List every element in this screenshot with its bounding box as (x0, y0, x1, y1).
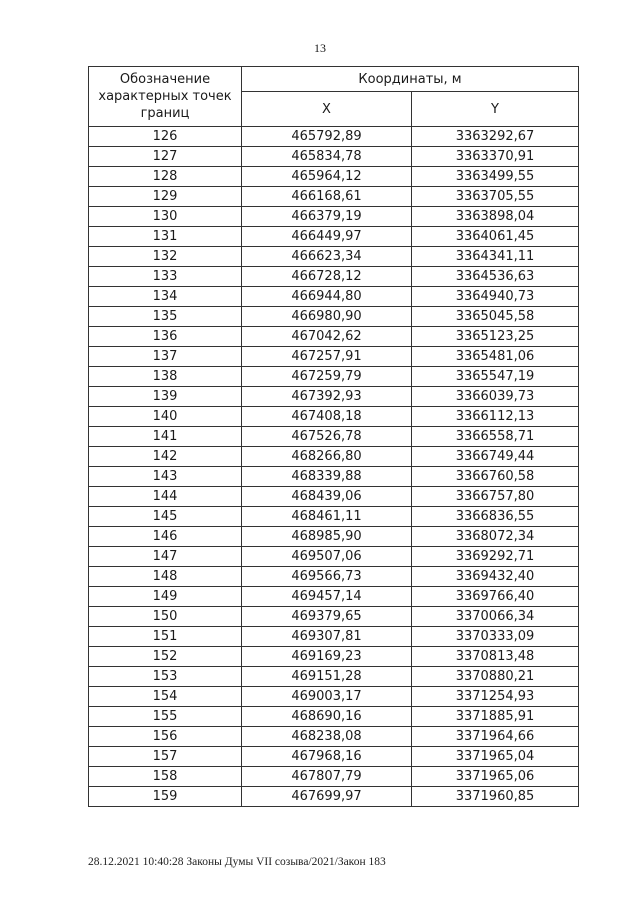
x-coordinate-cell: 465964,12 (242, 167, 412, 187)
table-row (89, 667, 579, 687)
y-coordinate-cell: 3371885,91 (412, 707, 579, 727)
x-coordinate-cell: 466980,90 (242, 307, 412, 327)
table-row (89, 327, 579, 347)
x-coordinate-cell: 466944,80 (242, 287, 412, 307)
page-number: 13 (314, 41, 326, 55)
x-coordinate-cell: 466623,34 (242, 247, 412, 267)
point-number-cell: 139 (89, 387, 242, 407)
table-row (89, 387, 579, 407)
point-number-cell: 127 (89, 147, 242, 167)
x-coordinate-cell: 469003,17 (242, 687, 412, 707)
table-row (89, 167, 579, 187)
x-coordinate-cell: 467257,91 (242, 347, 412, 367)
y-coordinate-cell: 3370813,48 (412, 647, 579, 667)
point-number-cell: 133 (89, 267, 242, 287)
x-coordinate-cell: 469379,65 (242, 607, 412, 627)
y-coordinate-cell: 3363499,55 (412, 167, 579, 187)
y-coordinate-cell: 3369432,40 (412, 567, 579, 587)
x-coordinate-cell: 465834,78 (242, 147, 412, 167)
point-number-cell: 153 (89, 667, 242, 687)
table-row (89, 567, 579, 587)
point-number-cell: 149 (89, 587, 242, 607)
x-coordinate-cell: 469457,14 (242, 587, 412, 607)
table-row (89, 647, 579, 667)
x-coordinate-cell: 467259,79 (242, 367, 412, 387)
x-coordinate-cell: 466379,19 (242, 207, 412, 227)
y-coordinate-cell: 3363370,91 (412, 147, 579, 167)
y-coordinate-cell: 3365123,25 (412, 327, 579, 347)
x-coordinate-cell: 467699,97 (242, 787, 412, 807)
x-coordinate-cell: 467042,62 (242, 327, 412, 347)
table-row (89, 307, 579, 327)
table-row (89, 347, 579, 367)
table-row (89, 247, 579, 267)
point-number-cell: 156 (89, 727, 242, 747)
coordinates-table-wrapper (88, 66, 578, 807)
x-coordinate-cell: 469169,23 (242, 647, 412, 667)
y-coordinate-cell: 3363898,04 (412, 207, 579, 227)
point-number-cell: 136 (89, 327, 242, 347)
header-y: Y (412, 92, 579, 127)
x-coordinate-cell: 466728,12 (242, 267, 412, 287)
x-coordinate-cell: 469566,73 (242, 567, 412, 587)
table-row (89, 627, 579, 647)
table-row (89, 407, 579, 427)
x-coordinate-cell: 468690,16 (242, 707, 412, 727)
y-coordinate-cell: 3366760,58 (412, 467, 579, 487)
y-coordinate-cell: 3366558,71 (412, 427, 579, 447)
point-number-cell: 140 (89, 407, 242, 427)
point-number-cell: 145 (89, 507, 242, 527)
point-number-cell: 158 (89, 767, 242, 787)
table-row (89, 547, 579, 567)
document-footer: 28.12.2021 10:40:28 Законы Думы VII созыва/2021/Закон 183 (88, 856, 386, 868)
point-number-cell: 130 (89, 207, 242, 227)
y-coordinate-cell: 3366039,73 (412, 387, 579, 407)
x-coordinate-cell: 469507,06 (242, 547, 412, 567)
y-coordinate-cell: 3370333,09 (412, 627, 579, 647)
point-number-cell: 159 (89, 787, 242, 807)
point-number-cell: 129 (89, 187, 242, 207)
table-row (89, 587, 579, 607)
point-number-cell: 151 (89, 627, 242, 647)
point-number-cell: 147 (89, 547, 242, 567)
y-coordinate-cell: 3365045,58 (412, 307, 579, 327)
x-coordinate-cell: 468461,11 (242, 507, 412, 527)
table-row (89, 427, 579, 447)
x-coordinate-cell: 469151,28 (242, 667, 412, 687)
table-row (89, 267, 579, 287)
y-coordinate-cell: 3364940,73 (412, 287, 579, 307)
point-number-cell: 155 (89, 707, 242, 727)
header-coordinates: Координаты, м (242, 67, 579, 92)
x-coordinate-cell: 467392,93 (242, 387, 412, 407)
y-coordinate-cell: 3371254,93 (412, 687, 579, 707)
y-coordinate-cell: 3363705,55 (412, 187, 579, 207)
y-coordinate-cell: 3370880,21 (412, 667, 579, 687)
point-number-cell: 148 (89, 567, 242, 587)
point-number-cell: 126 (89, 127, 242, 147)
point-number-cell: 138 (89, 367, 242, 387)
point-number-cell: 132 (89, 247, 242, 267)
table-row (89, 287, 579, 307)
y-coordinate-cell: 3368072,34 (412, 527, 579, 547)
point-number-cell: 150 (89, 607, 242, 627)
point-number-cell: 137 (89, 347, 242, 367)
x-coordinate-cell: 467526,78 (242, 427, 412, 447)
table-row (89, 227, 579, 247)
x-coordinate-cell: 465792,89 (242, 127, 412, 147)
y-coordinate-cell: 3364341,11 (412, 247, 579, 267)
point-number-cell: 152 (89, 647, 242, 667)
x-coordinate-cell: 468238,08 (242, 727, 412, 747)
table-row (89, 187, 579, 207)
table-row (89, 787, 579, 807)
y-coordinate-cell: 3364536,63 (412, 267, 579, 287)
table-row (89, 447, 579, 467)
x-coordinate-cell: 468985,90 (242, 527, 412, 547)
table-row (89, 147, 579, 167)
y-coordinate-cell: 3366757,80 (412, 487, 579, 507)
point-number-cell: 128 (89, 167, 242, 187)
y-coordinate-cell: 3369292,71 (412, 547, 579, 567)
point-number-cell: 134 (89, 287, 242, 307)
table-row (89, 767, 579, 787)
table-row (89, 607, 579, 627)
point-number-cell: 144 (89, 487, 242, 507)
table-row (89, 467, 579, 487)
x-coordinate-cell: 468439,06 (242, 487, 412, 507)
table-header (89, 67, 579, 127)
point-number-cell: 154 (89, 687, 242, 707)
point-number-cell: 157 (89, 747, 242, 767)
x-coordinate-cell: 468266,80 (242, 447, 412, 467)
x-coordinate-cell: 468339,88 (242, 467, 412, 487)
table-row (89, 507, 579, 527)
table-row (89, 207, 579, 227)
header-x: X (242, 92, 412, 127)
table-row (89, 687, 579, 707)
x-coordinate-cell: 467807,79 (242, 767, 412, 787)
point-number-cell: 146 (89, 527, 242, 547)
table-row (89, 707, 579, 727)
table-row (89, 487, 579, 507)
y-coordinate-cell: 3371965,04 (412, 747, 579, 767)
y-coordinate-cell: 3363292,67 (412, 127, 579, 147)
coordinates-table (88, 66, 579, 807)
point-number-cell: 141 (89, 427, 242, 447)
x-coordinate-cell: 466449,97 (242, 227, 412, 247)
table-row (89, 127, 579, 147)
y-coordinate-cell: 3371965,06 (412, 767, 579, 787)
table-row (89, 727, 579, 747)
y-coordinate-cell: 3365481,06 (412, 347, 579, 367)
point-number-cell: 135 (89, 307, 242, 327)
y-coordinate-cell: 3366836,55 (412, 507, 579, 527)
point-number-cell: 143 (89, 467, 242, 487)
x-coordinate-cell: 469307,81 (242, 627, 412, 647)
table-body (89, 127, 579, 807)
x-coordinate-cell: 467408,18 (242, 407, 412, 427)
y-coordinate-cell: 3366749,44 (412, 447, 579, 467)
y-coordinate-cell: 3365547,19 (412, 367, 579, 387)
y-coordinate-cell: 3369766,40 (412, 587, 579, 607)
y-coordinate-cell: 3371964,66 (412, 727, 579, 747)
y-coordinate-cell: 3364061,45 (412, 227, 579, 247)
header-designation: Обозначение характерных точек границ (89, 67, 242, 127)
y-coordinate-cell: 3371960,85 (412, 787, 579, 807)
point-number-cell: 131 (89, 227, 242, 247)
x-coordinate-cell: 467968,16 (242, 747, 412, 767)
table-row (89, 367, 579, 387)
table-row (89, 747, 579, 767)
y-coordinate-cell: 3366112,13 (412, 407, 579, 427)
table-row (89, 527, 579, 547)
y-coordinate-cell: 3370066,34 (412, 607, 579, 627)
x-coordinate-cell: 466168,61 (242, 187, 412, 207)
point-number-cell: 142 (89, 447, 242, 467)
